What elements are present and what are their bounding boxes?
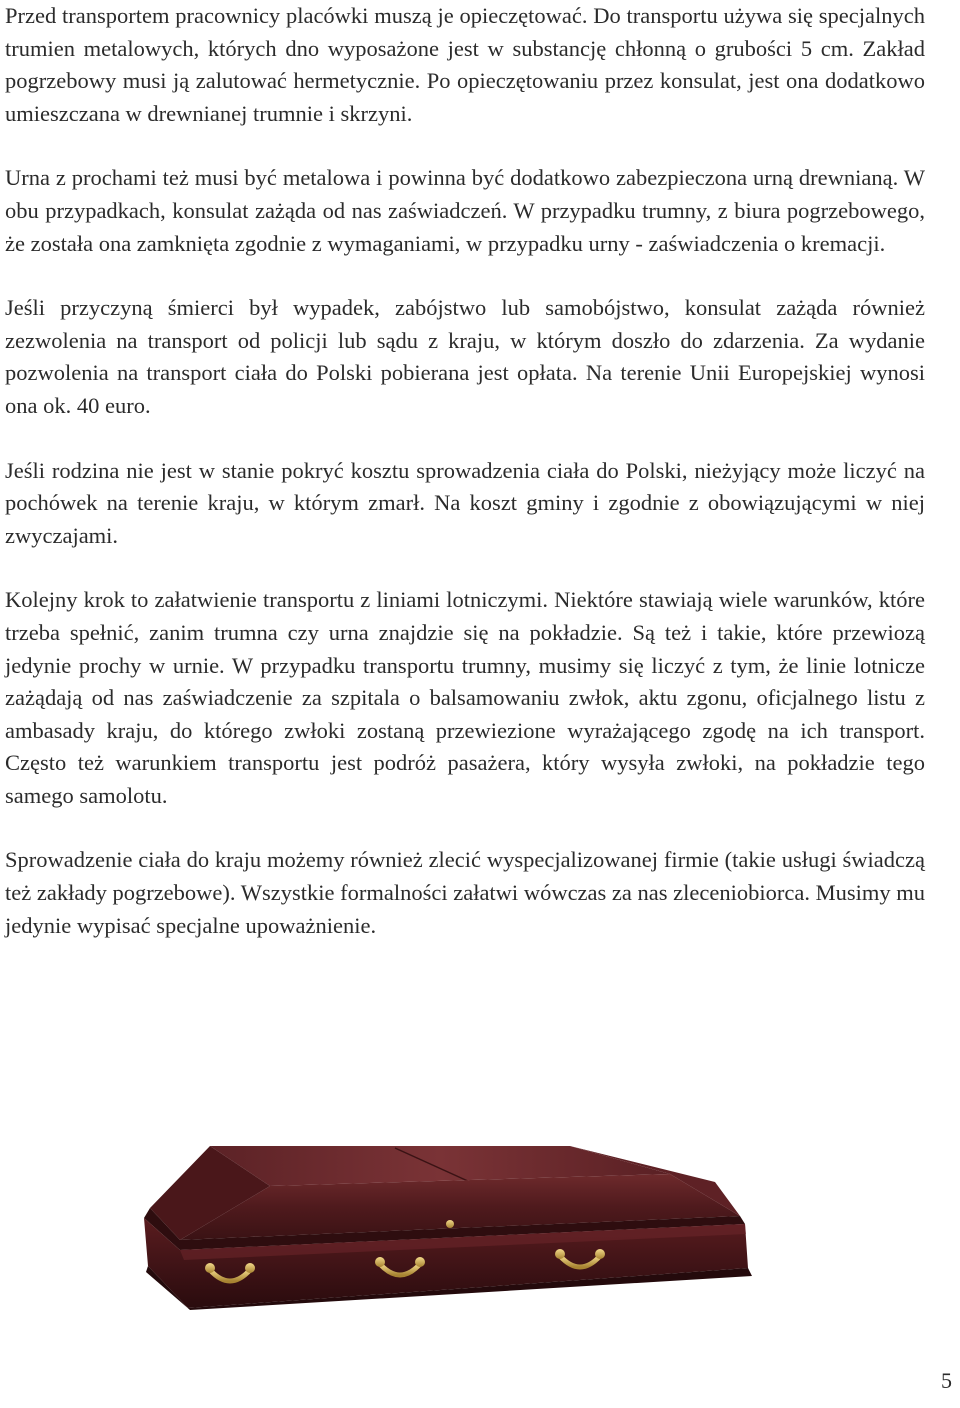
page-number: 5 [941, 1368, 952, 1393]
paragraph: Kolejny krok to załatwienie transportu z liniami lotniczymi. Niektóre stawiają wiele warunków, które trzeba spełnić, zanim trumna czy urna znajdzie się na pokładzie. Są też i takie, które przewiozą jedynie prochy w urnie. W przypadku transportu trumny, musimy się liczyć z tym, że linie lotnicze zażądają od nas zaświadczenie za szpitala o balsamowaniu zwłok, aktu zgonu, oficjalnego listu z ambasady kraju, do którego zwłoki zostaną przewiezione wyrażającego zgodę na ich transport. Często też warunkiem transportu jest podróż pasażera, który wysyła zwłoki, na pokładzie tego samego samolotu. [5, 587, 925, 808]
paragraph: Sprowadzenie ciała do kraju możemy również zlecić wyspecjalizowanej firmie (takie usługi świadczą też zakłady pogrzebowe). Wszystkie formalności załatwi wówczas za nas zleceniobiorca. Musimy mu jedynie wypisać specjalne upoważnienie. [5, 847, 925, 938]
paragraph: Urna z prochami też musi być metalowa i powinna być dodatkowo zabezpieczona urną drewnianą. W obu przypadkach, konsulat zażąda od nas zaświadczeń. W przypadku trumny, z biura pogrzebowego, że została ona zamknięta zgodnie z wymaganiami, w przypadku urny - zaświadczenia o kremacji. [5, 165, 925, 256]
paragraph: Jeśli przyczyną śmierci był wypadek, zabójstwo lub samobójstwo, konsulat zażąda również zezwolenia na transport od policji lub sądu z kraju, w którym doszło do zdarzenia. Za wydanie pozwolenia na transport ciała do Polski pobierana jest opłata. Na terenie Unii Europejskiej wynosi ona ok. 40 euro. [5, 295, 925, 418]
paragraph: Jeśli rodzina nie jest w stanie pokryć kosztu sprowadzenia ciała do Polski, nieżyjący może liczyć na pochówek na terenie kraju, w którym zmarł. Na koszt gminy i zgodnie z obowiązującymi w niej zwyczajami. [5, 457, 925, 548]
coffin-image [140, 1138, 760, 1310]
paragraph: Przed transportem pracownicy placówki muszą je opieczętować. Do transportu używa się specjalnych trumien metalowych, których dno wyposażone jest w substancję chłonną o grubości 5 cm. Zakład pogrzebowy musi ją zalutować hermetycznie. Po opieczętowaniu przez konsulat, jest ona dodatkowo umieszczana w drewnianej trumnie i skrzyni. [5, 3, 925, 126]
document-page [5, 0, 925, 974]
